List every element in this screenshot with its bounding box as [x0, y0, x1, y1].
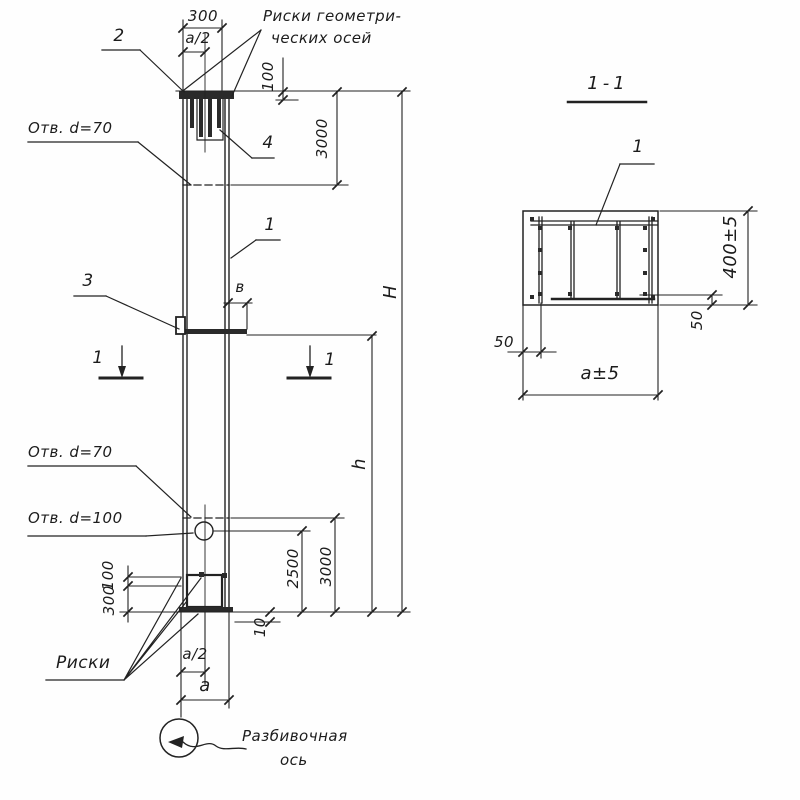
dim-top-100: 100 — [258, 61, 277, 92]
dim-height-H: H — [380, 284, 402, 299]
callout-2: 2 — [113, 26, 125, 46]
dim-top-300: 300 — [187, 7, 219, 25]
note-hole-mid: Отв. d=70 — [28, 443, 113, 461]
cut-arrow-left — [118, 366, 126, 378]
dim-section-width: a±5 — [580, 363, 620, 384]
note-hole-top: Отв. d=70 — [28, 119, 113, 137]
cut-arrow-stems — [122, 346, 310, 372]
dimension-lines — [120, 20, 757, 717]
dim-left-100: 100 — [98, 560, 117, 591]
dim-bottom-half-a: a/2 — [182, 645, 208, 663]
note-axis-marks-line2: ческих осей — [271, 29, 372, 47]
dim-span-3000-bottom: 3000 — [316, 546, 335, 587]
dim-top-half-a: a/2 — [185, 29, 211, 47]
hole-dashed-lines — [183, 185, 229, 518]
dim-section-bottom-cover: 50 — [687, 310, 706, 331]
riska-mark-center — [199, 572, 204, 577]
layout-axis-arrow — [168, 736, 184, 748]
dim-span-2500: 2500 — [283, 548, 302, 589]
note-axis-marks-line1: Риски геометри- — [263, 7, 402, 25]
column-bottom-band — [179, 607, 233, 612]
embedded-anchor-strips — [190, 99, 221, 137]
note-layout-axis-line2: ось — [280, 751, 308, 769]
section-bar-dots — [530, 217, 655, 299]
dim-bottom-10: 10 — [250, 617, 269, 638]
dim-section-height: 400±5 — [720, 215, 742, 279]
section-title: 1-1 — [587, 73, 629, 94]
dim-left-300: 300 — [99, 585, 118, 616]
column-top-band — [179, 91, 234, 99]
dim-section-side-cover: 50 — [494, 333, 515, 351]
callout-4: 4 — [262, 133, 274, 153]
note-hole-bottom: Отв. d=100 — [28, 509, 123, 527]
item3-plate — [176, 317, 185, 334]
section-rebar-cage — [531, 217, 657, 303]
column-bottom-box — [187, 575, 222, 607]
cut-arrow-right — [306, 366, 314, 378]
hole-d100-circle — [195, 522, 213, 540]
dim-span-3000-top: 3000 — [312, 118, 331, 159]
riska-mark-right — [222, 573, 227, 578]
cut-label-left: 1 — [92, 348, 104, 368]
note-layout-axis-line1: Разбивочная — [242, 727, 348, 745]
note-marks: Риски — [56, 653, 111, 673]
section-callout-1: 1 — [632, 137, 644, 157]
console-band — [183, 329, 247, 334]
callout-3: 3 — [82, 271, 94, 291]
dim-console-b: в — [235, 278, 245, 296]
dim-bottom-a: a — [199, 675, 211, 696]
layout-axis-squiggle — [183, 742, 246, 749]
dim-height-h: h — [349, 457, 371, 470]
callout-1-column: 1 — [264, 215, 276, 235]
cut-label-right: 1 — [324, 350, 336, 370]
